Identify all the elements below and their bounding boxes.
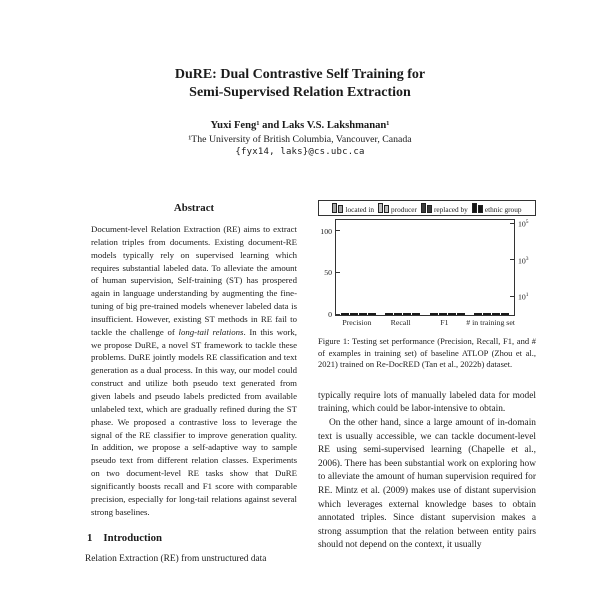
- bar-producer: [350, 313, 358, 315]
- bar-group-recall: [381, 220, 426, 315]
- affiliation-line: ¹The University of British Columbia, Vancouver, Canada: [188, 134, 412, 145]
- legend-swatch-icon: [472, 203, 483, 213]
- abstract-text: [85, 223, 303, 518]
- left-column: [85, 200, 303, 567]
- bar-located-in: [430, 313, 438, 315]
- bar-producer: [439, 313, 447, 315]
- chart-plot: [335, 219, 515, 316]
- left-axis-tick: 50: [324, 268, 332, 278]
- bar-replaced-by: [403, 313, 411, 315]
- bar-ethnic-group: [457, 313, 465, 315]
- left-axis-tick: 100: [320, 226, 332, 236]
- right-axis-tickmark: [510, 259, 514, 260]
- paper-title: [0, 66, 600, 102]
- x-axis-label: F1: [440, 318, 449, 327]
- legend-label: producer: [391, 204, 417, 214]
- legend-swatch-icon: [332, 203, 343, 213]
- chart-legend: [318, 200, 536, 216]
- left-axis-tickmark: [336, 230, 340, 231]
- left-axis-tickmark: [336, 314, 340, 315]
- abstract-heading: Abstract: [173, 202, 215, 214]
- legend-item: [378, 203, 417, 213]
- abstract-part-1: Document-level Relation Extraction (RE) aims to extract relation triples from documents. Existing document-RE models typically rely on supervised learning which requires substantial labeled data. To alleviate the amount of human supervision, Self-training (ST) has prospered again in language understanding by augmenting the fine-tuning of big pre-trained models whenever labeled data is insufficient. However, existing ST methods in RE fail to tackle the challenge of: [91, 224, 297, 337]
- bar-group--in-training-set: [470, 220, 515, 315]
- x-axis-label: # in training set: [466, 318, 515, 327]
- right-axis-tick: $10^5$: [518, 219, 529, 229]
- bar-replaced-by: [492, 313, 500, 315]
- bar-located-in: [474, 313, 482, 315]
- section-heading-introduction: [87, 532, 303, 544]
- bar-group-f1: [425, 220, 470, 315]
- body-paragraph-continuation: typically require lots of manually labeled data for model training, which could be labor-intensive to obtain.: [318, 390, 536, 415]
- right-axis-tick: $10^3$: [518, 255, 529, 266]
- body-paragraph-2: On the other hand, since a large amount of in-domain text is usually accessible, we can tackle document-level RE using semi-supervised learning (Chapelle et al., 2006). There has been substantial work on exploring how to alleviate the amount of human supervision required for RE. Mintz et al. (2009) makes use of distant supervision which leverages external knowledge bases to obtain annotated triples. Since distant supervision makes a strong assumption that the relation between entity pairs should not depend on the context, it usually: [318, 417, 536, 551]
- x-axis-label: Precision: [342, 318, 372, 327]
- right-axis-tickmark: [510, 296, 514, 297]
- figure-1: [318, 200, 536, 371]
- abstract-italic-phrase: long-tail relations: [178, 326, 244, 337]
- bar-ethnic-group: [501, 313, 509, 315]
- legend-label: located in: [345, 204, 375, 214]
- right-axis-tick: $10^1$: [518, 292, 529, 302]
- email-line: {fyx14, laks}@cs.ubc.ca: [235, 147, 365, 157]
- section-title: Introduction: [103, 532, 163, 545]
- legend-swatch-icon: [421, 203, 432, 213]
- legend-item: [421, 203, 468, 213]
- chart-plot-row: [318, 219, 536, 320]
- legend-label: ethnic group: [484, 204, 522, 214]
- legend-swatch-icon: [378, 203, 389, 213]
- legend-label: replaced by: [433, 204, 468, 214]
- bar-group-precision: [336, 220, 381, 315]
- bar-ethnic-group: [368, 313, 376, 315]
- two-column-body: [85, 200, 537, 567]
- bar-producer: [394, 313, 402, 315]
- chart-bars: [336, 220, 514, 315]
- title-line-2: Semi-Supervised Relation Extraction: [189, 84, 411, 100]
- left-axis-tickmark: [336, 272, 340, 273]
- legend-item: [332, 203, 374, 213]
- bar-replaced-by: [359, 313, 367, 315]
- right-axis-tickmark: [510, 223, 514, 224]
- intro-first-line: Relation Extraction (RE) from unstructured data: [85, 554, 267, 565]
- bar-located-in: [385, 313, 393, 315]
- chart-right-axis: [515, 219, 536, 316]
- chart-x-labels: [335, 318, 515, 327]
- title-line-1: DuRE: Dual Contrastive Self Training for: [174, 67, 426, 82]
- figure-caption: Figure 1: Testing set performance (Precision, Recall, F1, and # of examples in training set) of baseline ATLOP (Zhou et al., 2021) trained on Re-DocRED (Tan et al., 2022b) dataset.: [318, 336, 536, 370]
- x-axis-label: Recall: [390, 318, 411, 327]
- bar-producer: [483, 313, 491, 315]
- bar-ethnic-group: [412, 313, 420, 315]
- bar-replaced-by: [448, 313, 456, 315]
- authors-line: Yuxi Feng¹ and Laks V.S. Lakshmanan¹: [210, 120, 390, 131]
- bar-located-in: [341, 313, 349, 315]
- right-column-text: [318, 390, 536, 553]
- right-column: [318, 200, 536, 567]
- left-axis-tick: 0: [328, 310, 332, 320]
- legend-item: [472, 203, 522, 213]
- chart-left-axis: [318, 219, 335, 320]
- section-number: 1: [87, 532, 93, 545]
- abstract-part-2: . In this work, we propose DuRE, a novel ST framework to tackle these problems. DuRE jointly models RE classification and text generation as a dual process. In this way, our model could construct and utilize both pseudo text generated from given labels and pseudo labels predicted from available unlabeled text, which are gradually refined during the ST phase. We proposed a contrastive loss to leverage the signal of the RE classifier to improve generation quality. In addition, we propose a self-adaptive way to sample pseudo text from different relation classes. Experiments on two document-level RE tasks show that DuRE significantly boosts recall and F1 score with comparable precision, especially for long-tail relations against several strong baselines.: [91, 326, 297, 517]
